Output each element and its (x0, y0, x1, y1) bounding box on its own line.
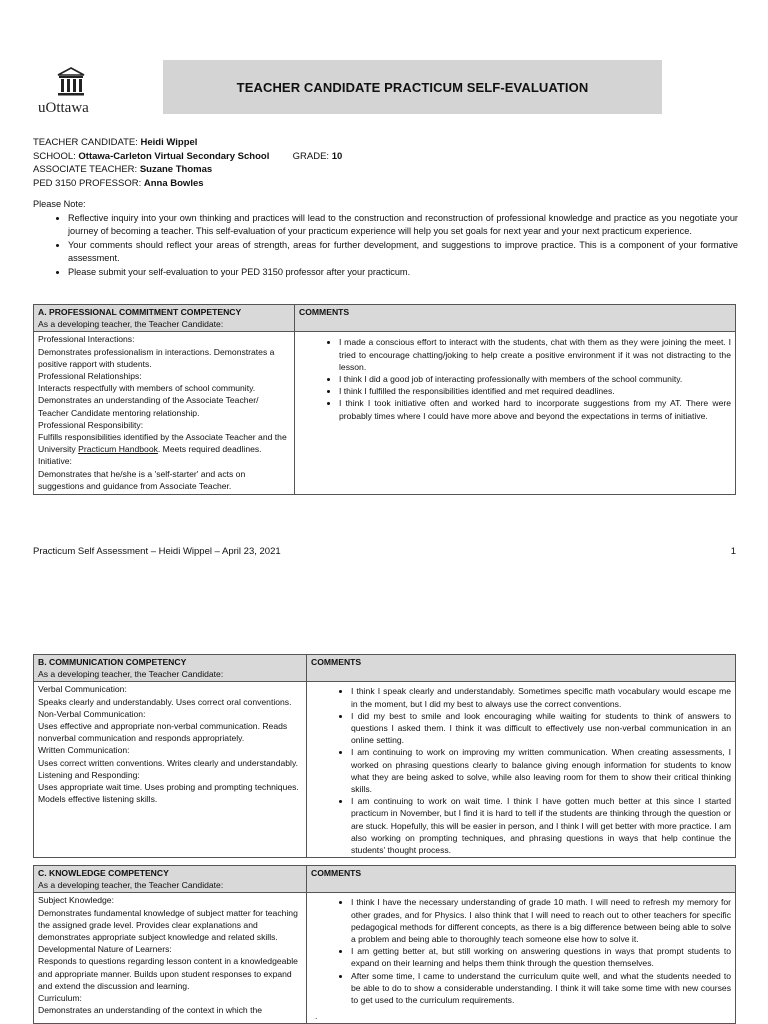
candidate-value: Heidi Wippel (140, 137, 198, 148)
criteria-text: Interacts respectfully with members of school community. (38, 383, 256, 394)
criteria-text (38, 431, 290, 455)
grade-value: 10 (331, 150, 343, 162)
table-c-subtitle: As a developing teacher, the Teacher Candidate: (38, 880, 224, 891)
table-b-comments (307, 682, 736, 858)
comment-item: • I did my best to smile and look encouraging while waiting for students to think of answers to questions I asked them. I think it was difficult to effectively use non-verbal communication in an online setting. (351, 710, 731, 747)
table-b-criteria (34, 682, 307, 858)
footer-text: Practicum Self Assessment – Heidi Wippel – April 23, 2021 (33, 546, 281, 557)
criteria-text: Speaks clearly and understandably. Uses correct oral conventions. (38, 696, 292, 707)
note-heading: Please Note: (33, 199, 86, 209)
comment-item: • I am getting better at, but still working on answering questions in ways that prompt students to expand on their learning and helps them think through the question themselves. (351, 945, 731, 969)
comment-item: • I am continuing to work on improving my written communication. When creating assessments, I worked on phrasing questions clearly to balance giving enough information for students to know what they are being asked to solve, while also leaving room for them to show their critical thinking skills. (351, 746, 731, 795)
table-a-title: A. PROFESSIONAL COMMITMENT COMPETENCY (38, 307, 242, 317)
associate-teacher-row (33, 163, 342, 177)
comment-item: • I think I took initiative often and worked hard to incorporate suggestions from my AT. There were probably times where I could have more above and beyond the expectations in terms of initiative. (339, 397, 731, 421)
professor-label: PED 3150 PROFESSOR: (33, 177, 142, 189)
table-c-comments (307, 893, 736, 1024)
table-communication (33, 654, 736, 858)
note-item: • Reflective inquiry into your own thinking and practices will lead to the construction and reconstruction of professional knowledge and practice as you negotiate your journey of becoming a teacher. This self-evaluation of your practicum experience will help you set goals for next year and your next practicum experience. (68, 212, 738, 239)
criteria-heading: Initiative: (38, 456, 72, 467)
logo-text: uOttawa (38, 100, 89, 116)
table-a-criteria (34, 332, 295, 495)
criteria-text: Demonstrates fundamental knowledge of subject matter for teaching the assigned grade level. Provides clear explanations and demonstrates appropriate subject knowledge and related skills. (38, 907, 298, 943)
criteria-heading: Written Communication: (38, 745, 130, 756)
associate-teacher-value: Suzane Thomas (139, 164, 213, 175)
criteria-heading: Professional Responsibility: (38, 419, 144, 430)
candidate-row (33, 136, 342, 150)
table-a-comments-header (295, 305, 736, 332)
comments-list (299, 336, 731, 421)
table-b-subtitle: As a developing teacher, the Teacher Candidate: (38, 669, 224, 680)
table-professional-commitment (33, 304, 736, 495)
table-b-header (34, 655, 307, 682)
candidate-label: TEACHER CANDIDATE: (33, 137, 138, 148)
table-b-comments-header (307, 655, 736, 682)
table-c-title: C. KNOWLEDGE COMPETENCY (38, 868, 169, 878)
comment-item: • I think I speak clearly and understandably. Sometimes specific math vocabulary would escape me in the moment, but I did my best to always use the correct conventions. (351, 685, 731, 709)
grade-label: GRADE: (292, 150, 330, 162)
title-banner (163, 60, 662, 114)
comment-item: • I think I fulfilled the responsibilities identified and met required deadlines. (339, 385, 731, 397)
criteria-text: Uses effective and appropriate non-verbal communication. Reads nonverbal communication and responds appropriately. (38, 721, 288, 744)
comments-label: COMMENTS (311, 868, 362, 878)
criteria-heading: Professional Interactions: (38, 334, 135, 345)
practicum-handbook-link[interactable]: Practicum Handbook (78, 444, 158, 455)
candidate-info (33, 136, 342, 190)
comments-list (311, 685, 731, 856)
table-a-comments (295, 332, 736, 495)
note-list (33, 212, 738, 280)
criteria-text: Demonstrates an understanding of the context in which the (38, 1005, 263, 1016)
criteria-heading: Developmental Nature of Learners: (38, 944, 172, 955)
criteria-text: Uses appropriate wait time. Uses probing and prompting techniques. Models effective listening skills. (38, 782, 299, 805)
professor-row (33, 177, 342, 191)
associate-teacher-label: ASSOCIATE TEACHER: (33, 164, 138, 175)
criteria-text: Uses correct written conventions. Writes clearly and understandably. (38, 757, 298, 768)
criteria-heading: Professional Relationships: (38, 371, 142, 382)
criteria-text-part: . Meets required deadlines. (157, 444, 262, 455)
page-footer (33, 546, 736, 557)
building-columns-icon (56, 66, 86, 98)
please-note (33, 198, 738, 280)
table-b-title: B. COMMUNICATION COMPETENCY (38, 657, 187, 667)
comment-item: • I think I did a good job of interacting professionally with members of the school community. (339, 373, 731, 385)
note-item: • Your comments should reflect your areas of strength, areas for further development, and suggestions to improve practice. This is a component of your formative assessment. (68, 239, 738, 266)
school-label: SCHOOL: (33, 150, 76, 162)
table-c-comments-header (307, 866, 736, 893)
school-value: Ottawa-Carleton Virtual Secondary School (78, 150, 270, 162)
trailing-mark: . (315, 1011, 318, 1022)
comments-label: COMMENTS (299, 307, 350, 317)
page-number: 1 (730, 546, 736, 557)
table-a-header (34, 305, 295, 332)
comments-list (311, 896, 731, 1006)
criteria-heading: Curriculum: (38, 993, 82, 1004)
criteria-heading: Verbal Communication: (38, 684, 127, 695)
criteria-text: Demonstrates an understanding of the Associate Teacher/ Teacher Candidate mentoring relationship. (38, 395, 259, 418)
table-c-criteria (34, 893, 307, 1024)
criteria-text: Responds to questions regarding lesson content in a knowledgeable and appropriate manner. Builds upon student responses to expand and extend the discussion and learning. (38, 956, 298, 991)
comment-item: • After some time, I came to understand the curriculum quite well, and what the students needed to be able to do to show a considerable understanding. I think it will take some time with new courses to get used to the curriculum requirements. (351, 970, 731, 1007)
criteria-text: Demonstrates professionalism in interactions. Demonstrates a positive rapport with students. (38, 346, 275, 369)
criteria-heading: Non-Verbal Communication: (38, 708, 146, 719)
comment-item: • I think I have the necessary understanding of grade 10 math. I will need to refresh my memory for other grades, and for Physics. I also think that I will need to reach out to other teachers for specific pedagogical methods for different concepts, as there is a big difference between being able to solve a problem and being able to thoroughly teach someone else how to solve it. (351, 896, 731, 945)
comment-item: • I made a conscious effort to interact with the students, chat with them as they were joining the meet. I tried to encourage chatting/joking to help create a positive environment if it was not distracting to the lesson. (339, 336, 731, 373)
table-c-header (34, 866, 307, 893)
criteria-text: Demonstrates that he/she is a 'self-starter' and acts on suggestions and guidance from Associate Teacher. (38, 468, 246, 491)
criteria-heading: Subject Knowledge: (38, 895, 114, 906)
note-item: • Please submit your self-evaluation to your PED 3150 professor after your practicum. (68, 266, 738, 280)
page-title: TEACHER CANDIDATE PRACTICUM SELF-EVALUATION (236, 79, 589, 95)
criteria-heading: Listening and Responding: (38, 769, 140, 780)
table-a-subtitle: As a developing teacher, the Teacher Candidate: (38, 319, 224, 330)
comment-item: • I am continuing to work on wait time. I think I have gotten much better at this since I started practicum in November, but I find it is hard to tell if the students are thinking through the question or are stuck. Hopefully, this will be easier in person, and I think I will get better with more practice. I am also working on prompting techniques, and phrasing questions in ways that help continue the students' thought process. (351, 795, 731, 856)
criteria-text-part: Fulfills responsibilities identified by the Associate Teacher and the University (38, 432, 287, 455)
comments-label: COMMENTS (311, 657, 362, 667)
professor-value: Anna Bowles (143, 177, 204, 189)
table-knowledge (33, 865, 736, 1024)
uottawa-logo (38, 66, 108, 117)
school-row (33, 150, 342, 164)
